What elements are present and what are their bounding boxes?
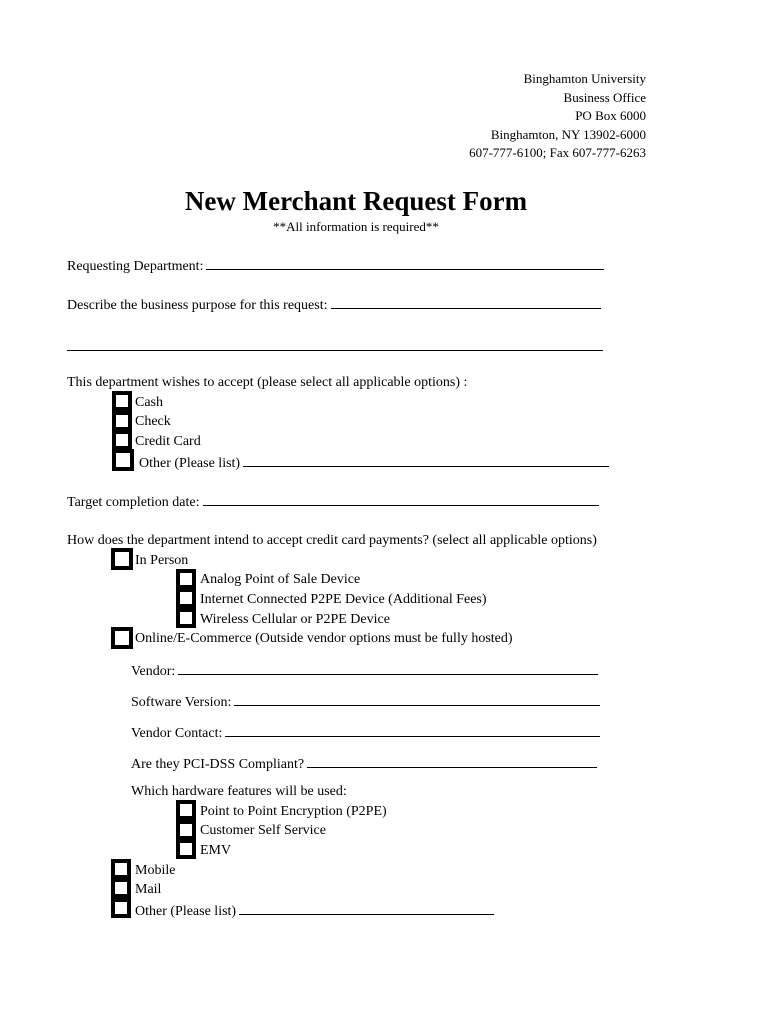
mobile-label: Mobile bbox=[135, 863, 176, 878]
emv-checkbox[interactable] bbox=[176, 839, 196, 859]
mail-label: Mail bbox=[135, 882, 162, 897]
analog-pos-checkbox[interactable] bbox=[176, 569, 196, 589]
target-date-row bbox=[67, 493, 599, 511]
wireless-label: Wireless Cellular or P2PE Device bbox=[200, 612, 390, 627]
vendor-contact-row bbox=[131, 724, 600, 742]
form-subtitle: **All information is required** bbox=[273, 219, 439, 234]
pci-field[interactable] bbox=[307, 755, 597, 768]
other-accept-label: Other (Please list) bbox=[139, 456, 241, 471]
check-label: Check bbox=[135, 414, 171, 429]
self-service-label: Customer Self Service bbox=[200, 823, 326, 838]
address-line-1: Binghamton University bbox=[523, 71, 646, 86]
other-cc-label: Other (Please list) bbox=[135, 904, 237, 919]
self-service-checkbox[interactable] bbox=[176, 820, 196, 840]
other-accept-field[interactable] bbox=[243, 454, 609, 467]
other-cc-field[interactable] bbox=[239, 902, 494, 915]
wireless-checkbox[interactable] bbox=[176, 608, 196, 628]
requesting-department-row bbox=[67, 257, 604, 275]
software-version-field[interactable] bbox=[234, 693, 600, 706]
business-purpose-field-continued[interactable] bbox=[67, 336, 603, 351]
requesting-department-label: Requesting Department: bbox=[67, 259, 204, 274]
internet-p2pe-checkbox[interactable] bbox=[176, 588, 196, 608]
cash-label: Cash bbox=[135, 395, 163, 410]
other-cc-checkbox[interactable] bbox=[111, 898, 131, 918]
emv-label: EMV bbox=[200, 843, 232, 858]
address-line-2: Business Office bbox=[563, 89, 646, 105]
p2pe-checkbox[interactable] bbox=[176, 800, 196, 820]
form-title: New Merchant Request Form bbox=[184, 186, 528, 216]
target-date-label: Target completion date: bbox=[67, 495, 200, 510]
in-person-label: In Person bbox=[135, 553, 189, 568]
address-line-4: Binghamton, NY 13902-6000 bbox=[490, 126, 646, 142]
credit-card-label: Credit Card bbox=[135, 434, 201, 449]
other-accept-checkbox[interactable] bbox=[112, 449, 134, 471]
other-cc-row bbox=[135, 902, 494, 920]
address-line-3: PO Box 6000 bbox=[575, 108, 646, 123]
credit-card-checkbox[interactable] bbox=[112, 430, 132, 450]
internet-p2pe-label: Internet Connected P2PE Device (Additional Fees) bbox=[200, 592, 487, 607]
cash-checkbox[interactable] bbox=[112, 391, 132, 411]
vendor-contact-label: Vendor Contact: bbox=[131, 726, 223, 741]
vendor-field[interactable] bbox=[178, 662, 598, 675]
cc-intro: How does the department intend to accept credit card payments? (select all applicable options) bbox=[67, 533, 597, 548]
vendor-contact-field[interactable] bbox=[225, 724, 600, 737]
mobile-checkbox[interactable] bbox=[111, 859, 131, 879]
online-ecommerce-checkbox[interactable] bbox=[111, 627, 133, 649]
business-purpose-label: Describe the business purpose for this request: bbox=[67, 298, 328, 313]
analog-pos-label: Analog Point of Sale Device bbox=[200, 572, 361, 587]
requesting-department-field[interactable] bbox=[206, 257, 604, 270]
online-ecommerce-label: Online/E-Commerce (Outside vendor options must be fully hosted) bbox=[135, 631, 513, 646]
hardware-intro: Which hardware features will be used: bbox=[131, 784, 347, 799]
mail-checkbox[interactable] bbox=[111, 878, 131, 898]
check-checkbox[interactable] bbox=[112, 411, 132, 431]
software-version-row bbox=[131, 693, 600, 711]
pci-label: Are they PCI-DSS Compliant? bbox=[131, 757, 305, 772]
accept-intro: This department wishes to accept (please select all applicable options) : bbox=[67, 375, 468, 390]
software-version-label: Software Version: bbox=[131, 695, 232, 710]
target-date-field[interactable] bbox=[203, 493, 599, 506]
business-office-address bbox=[469, 70, 646, 163]
vendor-label: Vendor: bbox=[131, 664, 176, 679]
other-accept-row bbox=[139, 454, 609, 472]
p2pe-label: Point to Point Encryption (P2PE) bbox=[200, 804, 387, 819]
vendor-row bbox=[131, 662, 598, 680]
business-purpose-row bbox=[67, 296, 601, 314]
address-line-5: 607-777-6100; Fax 607-777-6263 bbox=[469, 145, 646, 160]
in-person-checkbox[interactable] bbox=[111, 548, 133, 570]
pci-row bbox=[131, 755, 597, 773]
business-purpose-field[interactable] bbox=[331, 296, 601, 309]
